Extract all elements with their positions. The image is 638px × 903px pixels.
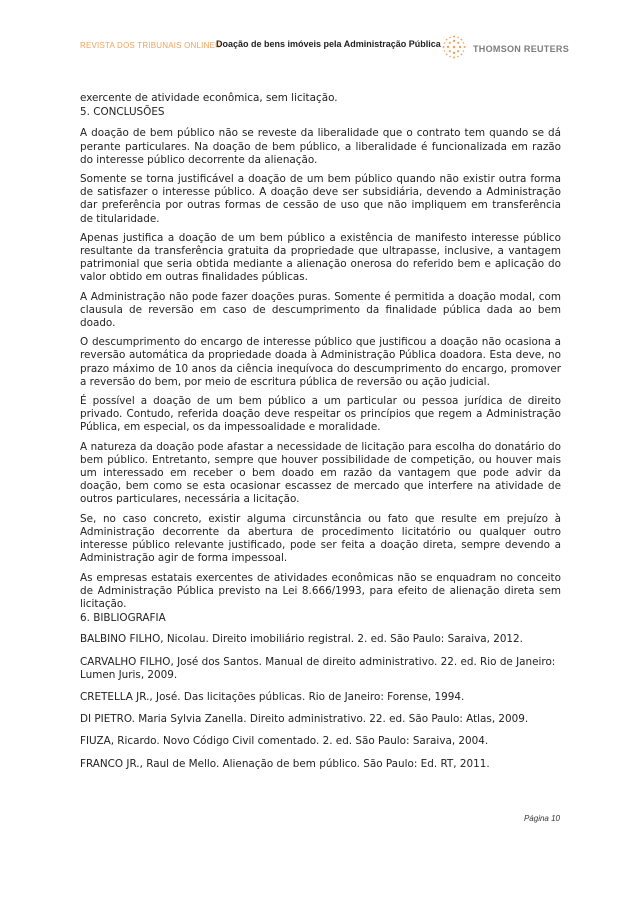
paragraph: O descumprimento do encargo de interesse público que justificou a doação não ocasiona a reversão automática da propriedade doada à Administração Pública doadora. Esta deve, no prazo máximo de 10 anos da ciência inequívoca do descumprimento do encargo, promover a reversão do bem, por meio de escritura pública de reversão ou ação judicial. bbox=[80, 336, 561, 388]
page-number: Página 10 bbox=[523, 814, 560, 823]
bibliography-entry: FRANCO JR., Raul de Mello. Alienação de bem público. São Paulo: Ed. RT, 2011. bbox=[80, 757, 490, 770]
bibliography-entry: CRETELLA JR., José. Das licitações públicas. Rio de Janeiro: Forense, 1994. bbox=[80, 690, 465, 703]
bibliography-entry: CARVALHO FILHO, José dos Santos. Manual de direito administrativo. 22. ed. Rio de Janeiro: Lumen Juris, 2009. bbox=[80, 655, 556, 681]
bibliography-entry: DI PIETRO. Maria Sylvia Zanella. Direito administrativo. 22. ed. São Paulo: Atlas, 2009. bbox=[80, 713, 529, 726]
paragraph: Apenas justifica a doação de um bem público a existência de manifesto interesse público resultante da transferência gratuita da propriedade que ultrapasse, inclusive, a vantagem patrimonial que seria obtida mediante a alienação onerosa do referido bem e aplicação do valor obtido em outras finalidades públicas. bbox=[80, 231, 561, 284]
paragraph: A doação de bem público não se reveste da liberalidade que o contrato tem quando se dá perante particulares. Na doação de bem público, a liberalidade é funcionalizada em razão do interesse público decorrente da alienação. bbox=[80, 127, 561, 166]
brand-thomson-reuters: THOMSON REUTERS bbox=[473, 44, 570, 54]
paragraph: A natureza da doação pode afastar a necessidade de licitação para escolha do donatário do bem público. Entretanto, sempre que houver possibilidade de competição, ou houver mais um interessado em receber o bem doado em razão da vantagem que pode advir da doação, bem como se esta ocasionar escassez de mercado que interfere na atividade de outros particulares, necessária a licitação. bbox=[80, 440, 561, 506]
page-header bbox=[0, 0, 638, 80]
bibliography-entry: FIUZA, Ricardo. Novo Código Civil comentado. 2. ed. São Paulo: Saraiva, 2004. bbox=[80, 735, 489, 748]
paragraph: As empresas estatais exercentes de atividades econômicas não se enquadram no conceito de Administração Pública previsto na Lei 8.666/1993, para efeito de alienação direta sem licitação. bbox=[80, 571, 561, 610]
bibliography-list bbox=[80, 633, 561, 770]
brand-rt-online: REVISTA DOS TRIBUNAIS ONLINE® bbox=[80, 41, 222, 50]
bibliography-entry: BALBINO FILHO, Nicolau. Direito imobiliário registral. 2. ed. São Paulo: Saraiva, 2012. bbox=[80, 633, 523, 646]
document-body bbox=[80, 92, 561, 780]
section-heading-conclusoes: 5. CONCLUSÕES bbox=[80, 106, 165, 119]
paragraph: A Administração não pode fazer doações puras. Somente é permitida a doação modal, com clausula de reversão em caso de descumprimento da finalidade pública dada ao bem doado. bbox=[80, 290, 561, 330]
paragraph: exercente de atividade econômica, sem licitação. bbox=[80, 92, 338, 104]
paragraph: Somente se torna justificável a doação de um bem público quando não existir outra forma de satisfazer o interesse público. A doação deve ser subsidiária, devendo a Administração dar preferência por outras formas de cessão de uso que não impliquem em transferência de titularidade. bbox=[80, 173, 561, 225]
paragraph: Se, no caso concreto, existir alguma circunstância ou fato que resulte em prejuízo à Administração decorrente da abertura de procedimento licitatório ou qualquer outro interesse público relevante justificado, pode ser feita a doação direta, sempre devendo a Administração agir de forma impessoal. bbox=[80, 512, 561, 565]
paragraph: É possível a doação de um bem público a um particular ou pessoa jurídica de direito privado. Contudo, referida doação deve respeitar os princípios que regem a Administração Pública, em especial, os da impessoalidade e moralidade. bbox=[80, 395, 561, 434]
section-heading-bibliografia: 6. BIBLIOGRAFIA bbox=[80, 612, 166, 625]
document-title: Doação de bens imóveis pela Administração Pública bbox=[216, 39, 441, 49]
